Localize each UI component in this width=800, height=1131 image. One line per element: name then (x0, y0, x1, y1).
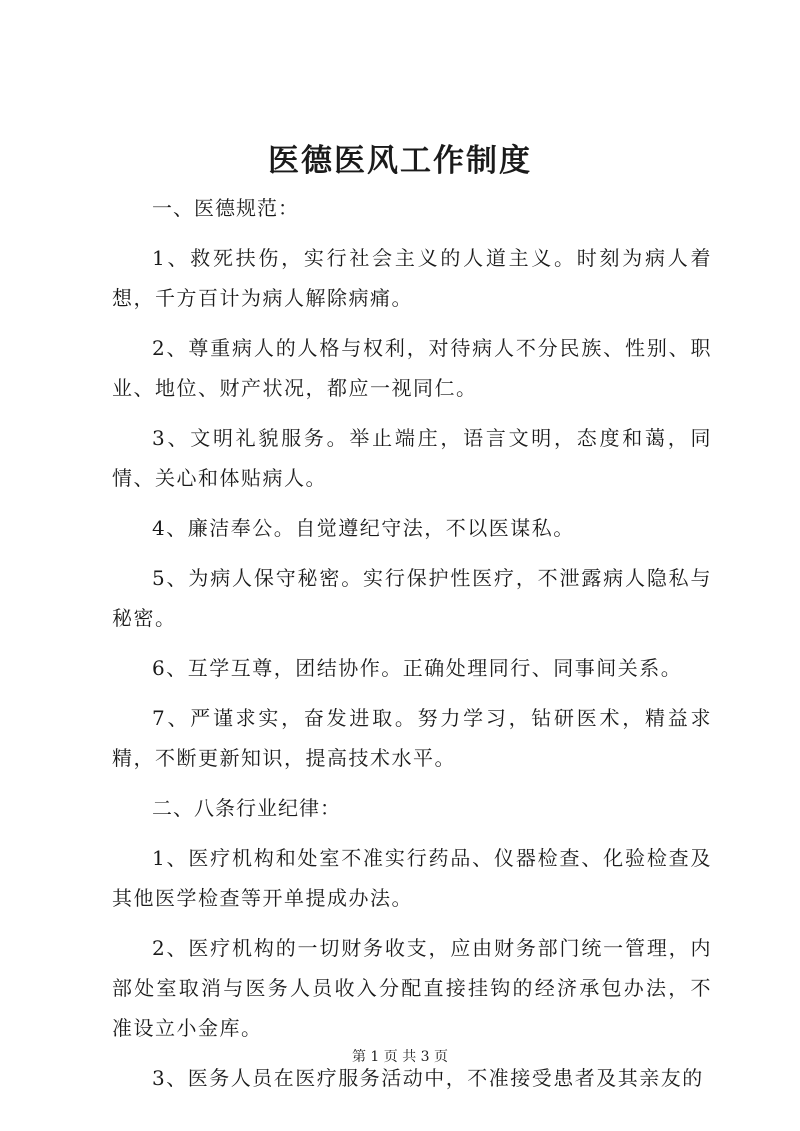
paragraph-discipline-1: 1、医疗机构和处室不准实行药品、仪器检查、化验检查及其他医学检查等开单提成办法。 (112, 846, 712, 910)
paragraph-ethics-6: 6、互学互尊，团结协作。正确处理同行、同事间关系。 (152, 656, 683, 680)
paragraph-discipline-3: 3、医务人员在医疗服务活动中，不准接受患者及其亲友的 (152, 1066, 704, 1090)
paragraph-ethics-7: 7、严谨求实，奋发进取。努力学习，钻研医术，精益求精，不断更新知识，提高技术水平。 (112, 706, 712, 770)
page-number-footer: 第 1 页 共 3 页 (351, 1049, 449, 1065)
paragraph-ethics-1: 1、救死扶伤，实行社会主义的人道主义。时刻为病人着想，千方百计为病人解除病痛。 (112, 246, 712, 310)
document-body (112, 188, 712, 1108)
section-heading-medical-ethics: 一、医德规范： (152, 196, 299, 220)
paragraph-ethics-4: 4、廉洁奉公。自觉遵纪守法，不以医谋私。 (152, 516, 575, 540)
paragraph-ethics-5: 5、为病人保守秘密。实行保护性医疗，不泄露病人隐私与秘密。 (112, 566, 712, 630)
section-heading-discipline: 二、八条行业纪律： (152, 796, 341, 820)
paragraph-discipline-2: 2、医疗机构的一切财务收支，应由财务部门统一管理，内部处室取消与医务人员收入分配直接挂钩的经济承包办法，不准设立小金库。 (112, 936, 712, 1040)
paragraph-ethics-3: 3、文明礼貌服务。举止端庄，语言文明，态度和蔼，同情、关心和体贴病人。 (112, 426, 712, 490)
paragraph-ethics-2: 2、尊重病人的人格与权利，对待病人不分民族、性别、职业、地位、财产状况，都应一视同仁。 (112, 336, 712, 400)
document-title: 医德医风工作制度 (268, 143, 532, 179)
